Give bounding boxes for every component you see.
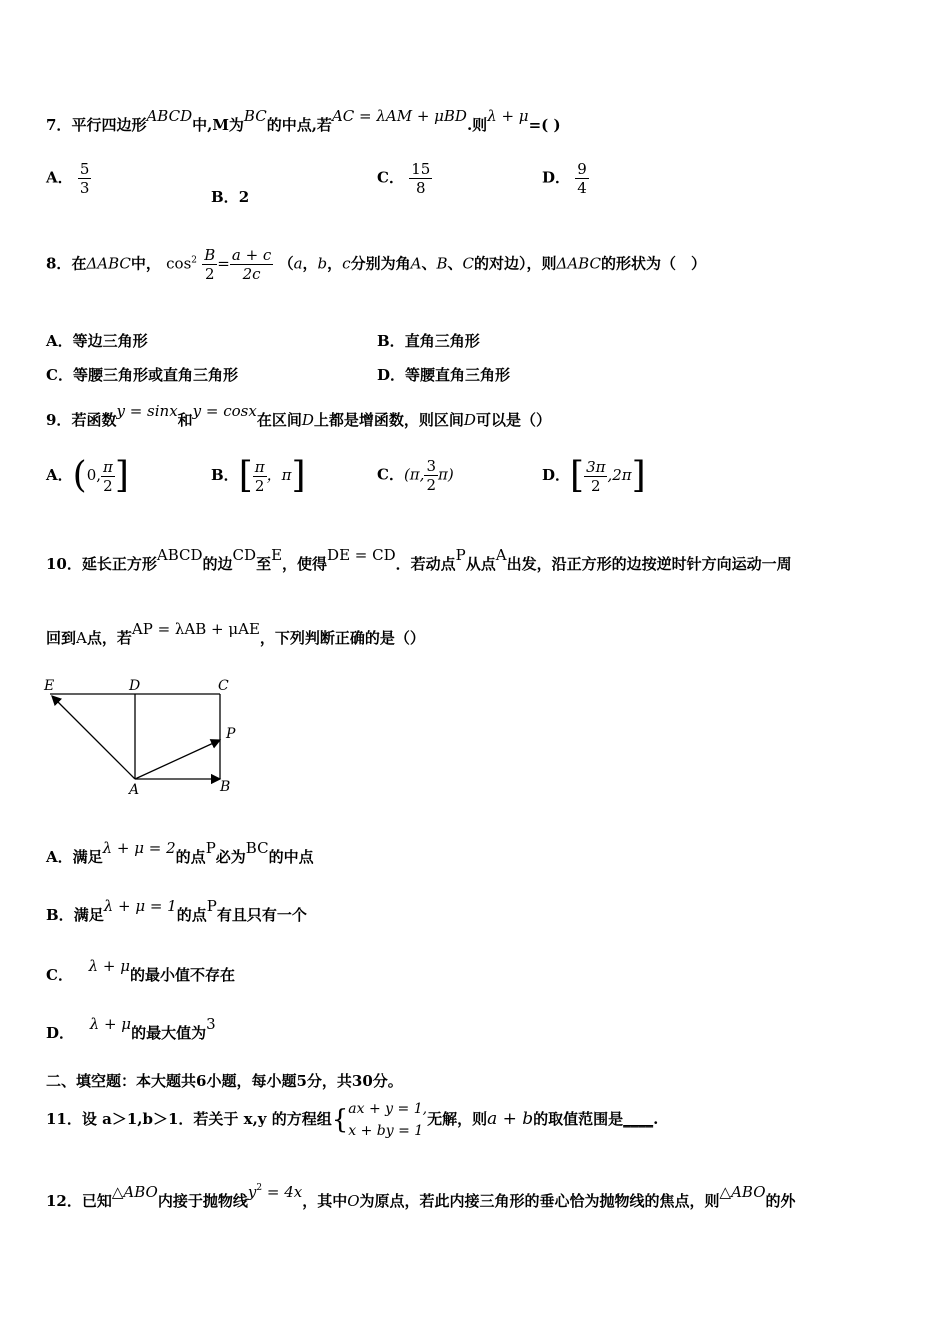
vector-equation: AC = λAM + μBD [331, 107, 467, 125]
q7-option-a[interactable]: A． $\frac{5}{3}$ [46, 160, 90, 197]
q8-option-c[interactable]: C．等腰三角形或直角三角形 [46, 366, 238, 384]
label-P: P [226, 726, 236, 742]
label-C: C [218, 678, 229, 694]
fraction: $\frac{3\pi}{2}$ [586, 457, 606, 495]
fraction: $\frac{9}{4}$ [577, 160, 587, 197]
label-E: E [44, 678, 55, 694]
q9-option-c[interactable]: C．(π, $\frac{3}{2}$ π) [377, 457, 454, 494]
q10-option-b[interactable]: B．满足λ + μ = 1的点P有且只有一个 [46, 897, 307, 924]
fraction: $\frac{5}{3}$ [79, 160, 90, 197]
q7-option-c[interactable]: C． $\frac{15}{8}$ [377, 160, 431, 197]
q7-option-b[interactable]: B．2 [211, 188, 250, 206]
label-D: D [129, 678, 141, 694]
fraction: $\frac{B}{2}$ [204, 246, 216, 283]
fraction: $\frac{15}{8}$ [411, 160, 431, 197]
fraction: $\frac{\pi}{2}$ [254, 457, 265, 495]
q8-stem: 8．在ΔABC中， $\cos^2$ $\frac{B}{2}$ = $\frac{a + c}{2c}$ （a，b，c分别为角A、B、C的对边），则ΔABC的形状为（ ） [46, 246, 706, 283]
q10-stem-line1: 10．延长正方形ABCD的边CD至E，使得DE = CD．若动点P从点A出发，沿正方形的边按逆时针方向运动一周 [46, 546, 792, 573]
q12-stem: 12．已知△ABO内接于抛物线$y^2 = 4x$，其中O为原点，若此内接三角形的垂心恰为抛物线的焦点，则△ABO的外 [46, 1183, 796, 1210]
fraction: $\frac{\pi}{2}$ [103, 457, 113, 495]
q9-option-a[interactable]: A．(0, $\frac{\pi}{2}$ ] [46, 455, 129, 496]
q10-option-c[interactable]: C． λ + μ的最小值不存在 [46, 957, 236, 984]
q7-stem: 7．平行四边形ABCD中,M为BC的中点,若AC = λAM + μBD.则λ + μ=( ) [46, 107, 561, 134]
label-B: B [220, 779, 231, 795]
q11-stem: 11．设 a＞1,b＞1．若关于 x,y 的方程组{ ax + y = 1, x + by = 1 无解，则a + b的取值范围是____. [46, 1098, 658, 1142]
section-heading: 二、填空题：本大题共6小题，每小题5分，共30分。 [46, 1072, 403, 1090]
q8-option-a[interactable]: A．等边三角形 [46, 332, 148, 350]
equation-system: ax + y = 1, x + by = 1 [348, 1101, 428, 1139]
q8-number: 8． [46, 254, 72, 273]
q8-option-b[interactable]: B．直角三角形 [377, 332, 480, 350]
label-A: A [129, 782, 140, 798]
fraction: $\frac{a + c}{2c}$ [231, 246, 272, 283]
q9-option-d[interactable]: D．[ $\frac{3\pi}{2}$ ,2π] [542, 455, 646, 496]
vector-AP [135, 740, 220, 779]
q11-number: 11． [46, 1110, 82, 1128]
q7-option-d[interactable]: D． $\frac{9}{4}$ [542, 160, 587, 197]
fraction: $\frac{3}{2}$ [426, 457, 436, 494]
q7-number: 7． [46, 116, 72, 134]
q10-number: 10． [46, 555, 82, 573]
q10-stem-line2: 回到A点，若AP = λAB + μAE，下列判断正确的是（） [46, 620, 425, 647]
q9-option-b[interactable]: B．[ $\frac{\pi}{2}$ ，π] [211, 455, 306, 496]
answer-blank: ____ [623, 1110, 654, 1128]
vector-AE [52, 696, 135, 779]
q10-option-d[interactable]: D． λ + μ的最大值为3 [46, 1015, 216, 1042]
q9-number: 9． [46, 411, 72, 429]
q10-figure [40, 672, 250, 802]
math-ABCD: ABCD [146, 107, 193, 125]
q12-number: 12． [46, 1192, 82, 1210]
q10-option-a[interactable]: A．满足λ + μ = 2的点P必为BC的中点 [46, 839, 314, 866]
q8-option-d[interactable]: D．等腰直角三角形 [377, 366, 511, 384]
q9-stem: 9．若函数y = sinx和y = cosx在区间D上都是增函数，则区间D可以是（） [46, 402, 551, 429]
